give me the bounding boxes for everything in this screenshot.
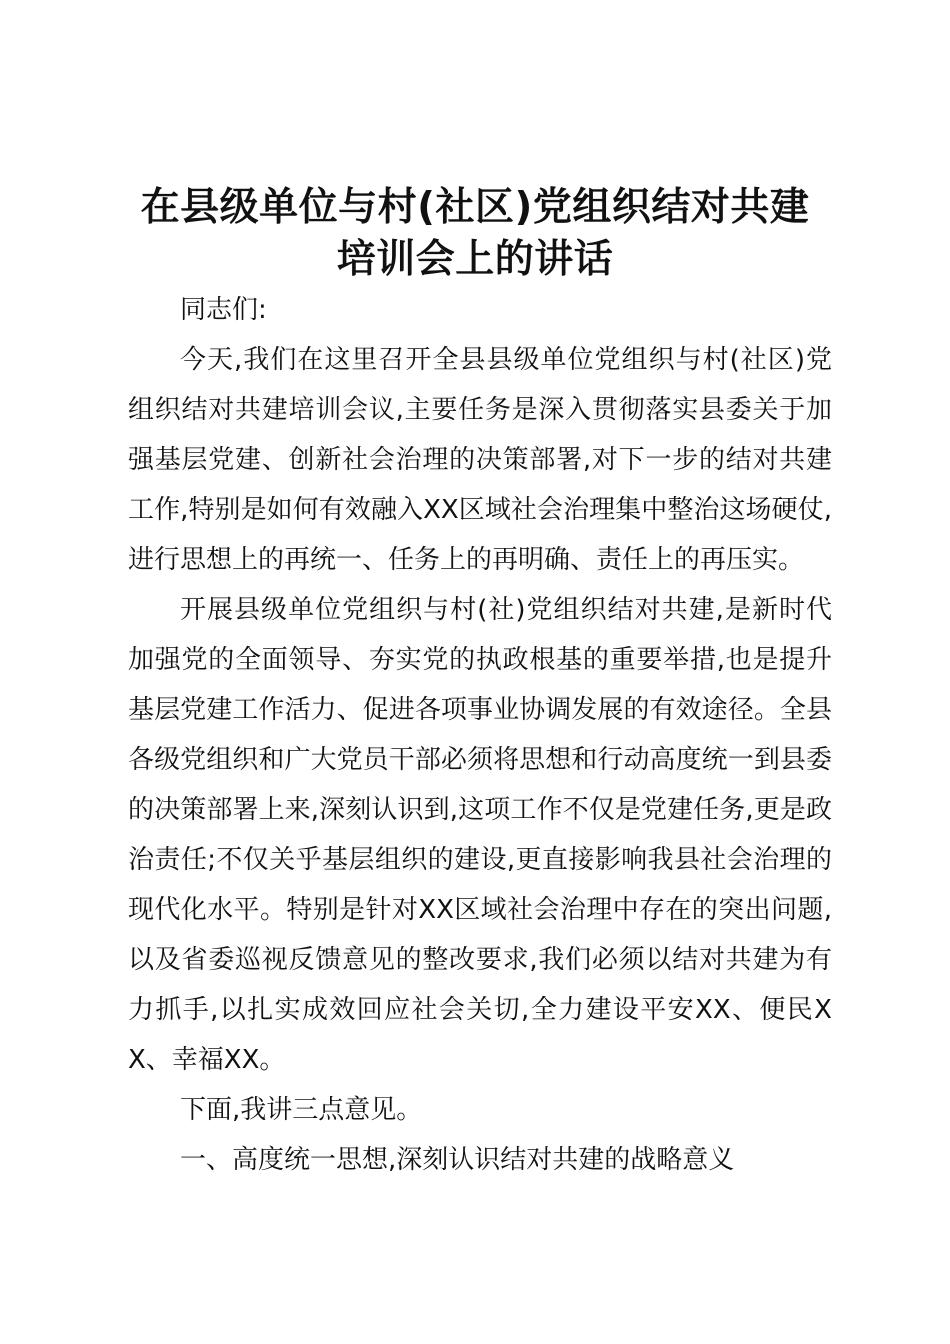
title-line-2: 培训会上的讲话 [336, 237, 614, 282]
paragraph-2: 开展县级单位党组织与村(社)党组织结对共建,是新时代加强党的全面领导、夯实党的执政根基的重要举措,也是提升基层党建工作活力、促进各项事业协调发展的有效途径。全县各级党组织和广大党员干部必须将思想和行动高度统一到县委的决策部署上来,深刻认识到,这项工作不仅是党建任务,更是政治责任;不仅关乎基层组织的建设,更直接影响我县社会治理的现代化水平。特别是针对XX区域社会治理中存在的突出问题,以及省委巡视反馈意见的整改要求,我们必须以结对共建为有力抓手,以扎实成效回应社会关切,全力建设平安XX、便民XX、幸福XX。 [128, 595, 832, 1075]
document-body [128, 285, 832, 1185]
salutation: 同志们: [180, 295, 267, 325]
title-line-1: 在县级单位与村(社区)党组织结对共建 [140, 185, 810, 230]
document-title [110, 182, 840, 286]
section-heading: 一、高度统一思想,深刻认识结对共建的战略意义 [180, 1145, 735, 1175]
paragraph-3: 下面,我讲三点意见。 [180, 1095, 423, 1125]
paragraph-1: 今天,我们在这里召开全县县级单位党组织与村(社区)党组织结对共建培训会议,主要任务是深入贯彻落实县委关于加强基层党建、创新社会治理的决策部署,对下一步的结对共建工作,特别是如何有效融入XX区域社会治理集中整治这场硬仗,进行思想上的再统一、任务上的再明确、责任上的再压实。 [128, 345, 832, 575]
